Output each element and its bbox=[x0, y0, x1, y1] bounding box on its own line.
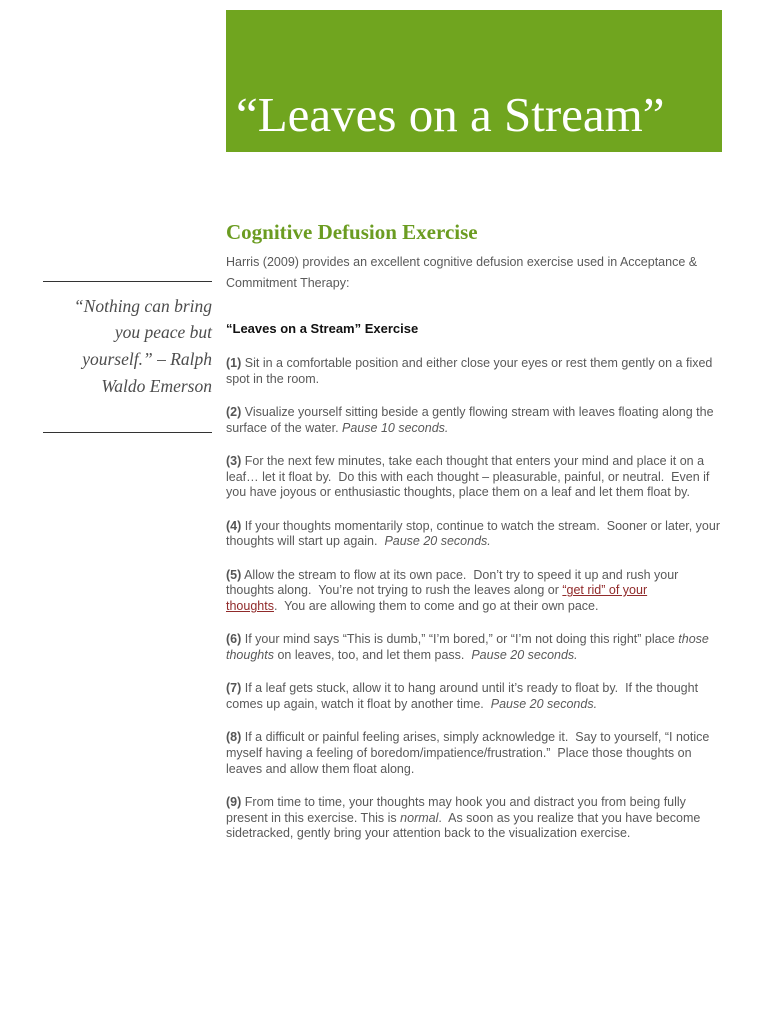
step-text: If your mind says “This is dumb,” “I’m bored,” or “I’m not doing this right” place bbox=[244, 632, 675, 647]
emphasis-text: normal bbox=[400, 810, 439, 825]
get-rid-link[interactable]: “get rid” of your thoughts bbox=[226, 583, 648, 614]
step-text: For the next few minutes, take each thought that enters your mind and place it on a leaf… let it float by. Do this with each thought – pleasurable, painful, or neutral. Even if you have joyous or enthusiastic thoughts, place them on a leaf and let them float by. bbox=[226, 453, 710, 500]
step-text: If a difficult or painful feeling arises, simply acknowledge it. Say to yourself, “I notice myself having a feeling of boredom/impatience/frustration.” Place those thoughts on leaves and allow them float along. bbox=[226, 730, 710, 776]
page-title: “Leaves on a Stream” bbox=[236, 87, 665, 142]
step-number: (2) bbox=[226, 404, 242, 419]
step-number: (7) bbox=[226, 681, 242, 696]
step-9 bbox=[226, 795, 722, 842]
step-number: (1) bbox=[226, 356, 242, 370]
step-text: . As soon as you realize that you have become sidetracked, gently bring your attention back to the visualization exercise. bbox=[226, 810, 701, 841]
step-text: From time to time, your thoughts may hook you and distract you from being fully present in this exercise. This is bbox=[226, 794, 686, 825]
intro-paragraph: Harris (2009) provides an excellent cognitive defusion exercise used in Acceptance & Commitment Therapy: bbox=[226, 254, 698, 290]
step-6 bbox=[226, 632, 722, 664]
step-8 bbox=[226, 730, 722, 777]
section-heading: Cognitive Defusion Exercise bbox=[226, 220, 478, 244]
pause-note: Pause 20 seconds. bbox=[384, 534, 491, 549]
step-4 bbox=[226, 519, 722, 551]
pause-note: Pause 10 seconds. bbox=[342, 420, 449, 435]
step-7 bbox=[226, 681, 722, 713]
pause-note: Pause 20 seconds. bbox=[490, 697, 598, 712]
title-banner bbox=[226, 10, 722, 152]
step-number: (3) bbox=[226, 453, 242, 468]
exercise-title: “Leaves on a Stream” Exercise bbox=[226, 321, 419, 336]
step-text: If a leaf gets stuck, allow it to hang around until it’s ready to float by. If the thought comes up again, watch it float by another time. bbox=[226, 681, 699, 712]
step-1 bbox=[226, 356, 722, 388]
step-text: If your thoughts momentarily stop, continue to watch the stream. Sooner or later, your thoughts will start up again. bbox=[226, 518, 721, 549]
step-text: Allow the stream to flow at its own pace. Don’t try to speed it up and rush your thoughts along. You’re not trying to rush the leaves along or bbox=[226, 567, 679, 598]
main-content bbox=[226, 220, 722, 860]
step-text: . You are allowing them to come and go at their own pace. bbox=[273, 599, 599, 614]
step-number: (6) bbox=[226, 632, 242, 647]
sidebar-divider-top bbox=[43, 281, 212, 282]
sidebar-divider-bottom bbox=[43, 432, 212, 433]
step-2 bbox=[226, 405, 722, 437]
steps-list bbox=[226, 356, 722, 842]
step-5 bbox=[226, 568, 722, 615]
step-number: (5) bbox=[226, 567, 242, 582]
step-number: (9) bbox=[226, 794, 242, 809]
emphasis-text: those thoughts bbox=[226, 632, 709, 663]
step-number: (4) bbox=[226, 518, 242, 533]
step-text: Visualize yourself sitting beside a gently flowing stream with leaves floating along the surface of the water. bbox=[226, 404, 714, 435]
step-text: Sit in a comfortable position and either close your eyes or rest them gently on a fixed spot in the room. bbox=[226, 356, 713, 386]
step-number: (8) bbox=[226, 730, 242, 745]
step-3 bbox=[226, 454, 722, 501]
pause-note: Pause 20 seconds. bbox=[471, 648, 578, 663]
sidebar-quote: “Nothing can bring you peace but yourself.” – Ralph Waldo Emerson bbox=[73, 295, 212, 396]
step-text: on leaves, too, and let them pass. bbox=[277, 648, 465, 663]
